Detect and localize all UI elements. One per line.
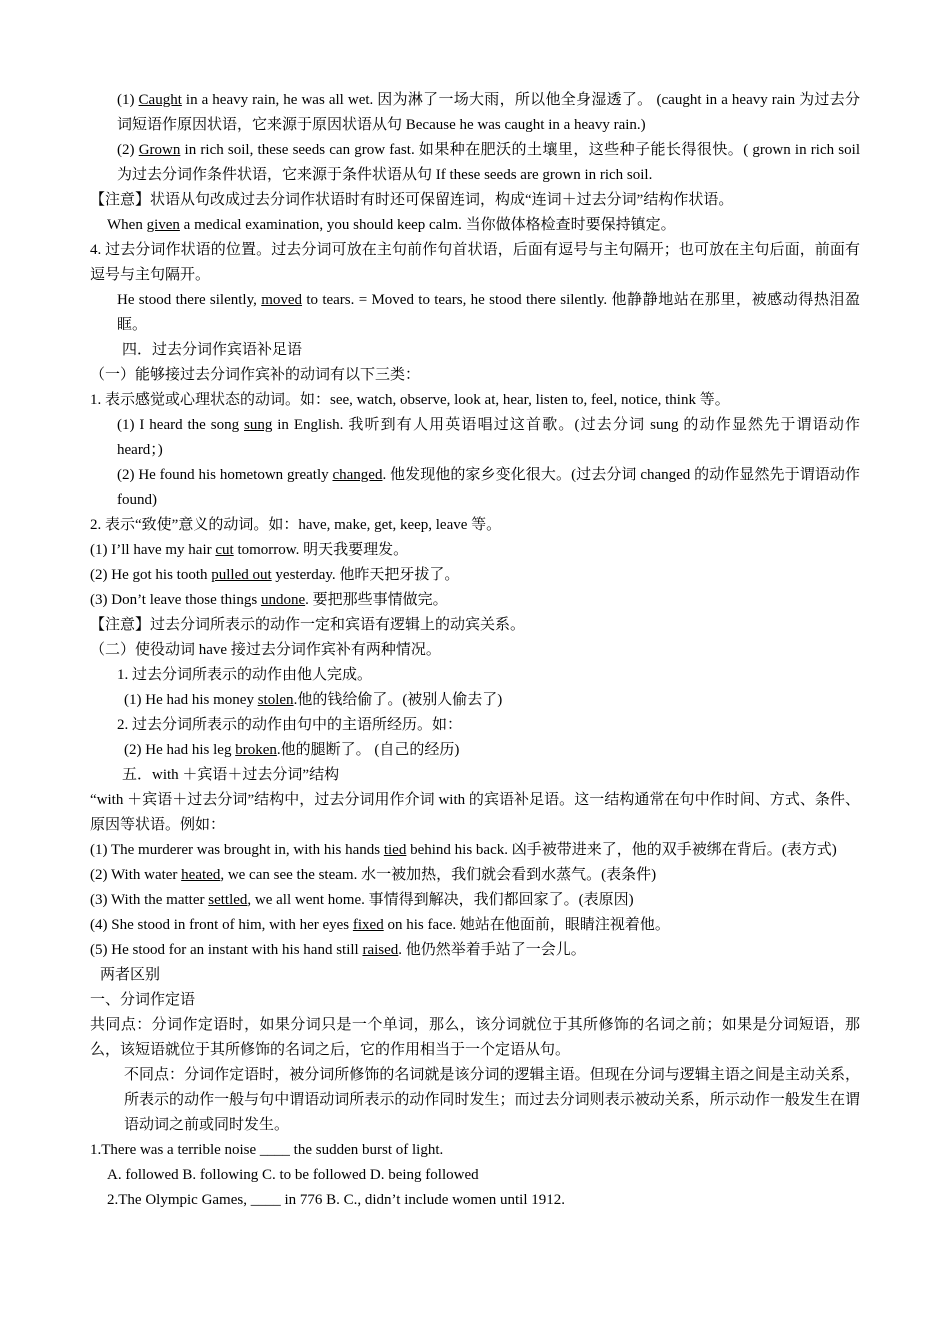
text-run: (2) With water [90,867,182,883]
text-line [90,638,860,663]
text-line [90,188,860,213]
text-run: (1) The murderer was brought in, with his hands [90,842,384,858]
text-run: 五．with ＋宾语＋过去分词”结构 [122,767,340,783]
document-body [90,88,860,1213]
underlined-participle: Caught [138,92,182,108]
text-run: . 要把那些事情做完。 [305,592,448,608]
text-run: 不同点：分词作定语时，被分词所修饰的名词就是该分词的逻辑主语。但现在分词与逻辑主语之间是主动关系，所表示的动作一般与句中谓语动词所表示的动作同时发生；而过去分词则表示被动关系，所示动作一般发生在谓语动词之前或同时发生。 [124,1067,860,1133]
text-run: He stood there silently, [117,292,262,308]
text-line [90,1163,860,1188]
text-line [90,938,860,963]
text-line [90,988,860,1013]
text-run: (1) He had his money [124,692,258,708]
text-line [90,738,860,763]
text-line [90,1063,860,1138]
text-line [90,513,860,538]
text-line [90,138,860,188]
text-run: (1) I’ll have my hair [90,542,216,558]
text-run: (5) He stood for an instant with his hand still [90,942,363,958]
text-run: 1.There was a terrible noise ____ the sudden burst of light. [90,1142,444,1158]
text-line [90,338,860,363]
text-run: .他的钱给偷了。(被别人偷去了) [293,692,503,708]
text-line [90,663,860,688]
text-run: yesterday. 他昨天把牙拔了。 [271,567,460,583]
text-run: “with ＋宾语＋过去分词”结构中，过去分词用作介词 with 的宾语补足语。这一结构通常在句中作时间、方式、条件、原因等状语。例如： [90,792,860,833]
text-run: 共同点：分词作定语时，如果分词只是一个单词，那么，该分词就位于其所修饰的名词之前；如果是分词短语，那么，该短语就位于其所修饰的名词之后，它的作用相当于一个定语从句。 [90,1017,860,1058]
text-run: (3) With the matter [90,892,209,908]
text-run: When [107,217,147,233]
text-run: 四．过去分词作宾语补足语 [122,342,303,358]
underlined-participle: undone [260,592,306,608]
text-run: (2) [117,142,139,158]
text-run: in rich soil, these seeds can grow fast. 如果种在肥沃的土壤里，这些种子能长得很快。( grown in rich soil 为过去分词作条件状语，它来源于条件状语从句 If these seeds are grown in rich soil. [117,142,860,183]
text-line [90,213,860,238]
underlined-participle: settled [208,892,248,908]
text-line [90,463,860,513]
text-line [90,238,860,288]
text-run: 4. 过去分词作状语的位置。过去分词可放在主句前作句首状语，后面有逗号与主句隔开；也可放在主句后面，前面有逗号与主句隔开。 [90,242,860,283]
text-run: 2.The Olympic Games, ____ in 776 B. C., didn’t include women until 1912. [107,1192,566,1208]
text-line [90,388,860,413]
text-run: behind his back. 凶手被带进来了，他的双手被绑在背后。(表方式) [406,842,837,858]
underlined-participle: cut [215,542,234,558]
text-line [90,613,860,638]
text-line [90,713,860,738]
text-run: , we can see the steam. 水一被加热，我们就会看到水蒸气。(表条件) [220,867,657,883]
underlined-participle: stolen [257,692,294,708]
text-run: 【注意】过去分词所表示的动作一定和宾语有逻辑上的动宾关系。 [90,617,526,633]
text-line [90,788,860,838]
text-run: (2) He found his hometown greatly [117,467,333,483]
text-run: （一）能够接过去分词作宾补的动词有以下三类： [90,367,421,383]
text-run: (2) He had his leg [124,742,236,758]
underlined-participle: moved [261,292,303,308]
text-run: (1) I heard the song [117,417,244,433]
text-line [90,538,860,563]
text-run: 1. 过去分词所表示的动作由他人完成。 [117,667,373,683]
underlined-participle: pulled out [211,567,272,583]
text-line [90,1188,860,1213]
text-run: .他的腿断了。 (自己的经历) [276,742,460,758]
text-run: (3) Don’t leave those things [90,592,261,608]
text-line [90,413,860,463]
text-run: . 他仍然举着手站了一会儿。 [398,942,586,958]
underlined-participle: changed [332,467,383,483]
text-run: on his face. 她站在他面前，眼睛注视着他。 [383,917,670,933]
text-run: 【注意】状语从句改成过去分词作状语时有时还可保留连词，构成“连词＋过去分词”结构作状语。 [90,192,734,208]
text-run: (4) She stood in front of him, with her eyes [90,917,353,933]
text-line [90,288,860,338]
underlined-participle: heated [181,867,221,883]
text-run: 一、分词作定语 [90,992,196,1008]
text-line [90,863,860,888]
text-run: (2) He got his tooth [90,567,212,583]
text-run: A. followed B. following C. to be followed D. being followed [107,1167,479,1183]
underlined-participle: given [146,217,180,233]
text-run: 2. 过去分词所表示的动作由句中的主语所经历。如： [117,717,463,733]
text-run: , we all went home. 事情得到解决，我们都回家了。(表原因) [247,892,634,908]
underlined-participle: broken [235,742,277,758]
text-line [90,588,860,613]
underlined-participle: tied [383,842,407,858]
text-run: a medical examination, you should keep calm. 当你做体格检查时要保持镇定。 [179,217,676,233]
underlined-participle: sung [244,417,273,433]
text-line [90,963,860,988]
text-line [90,888,860,913]
text-line [90,1138,860,1163]
text-line [90,763,860,788]
underlined-participle: raised [362,942,399,958]
text-run: 两者区别 [100,967,161,983]
text-run: in a heavy rain, he was all wet. 因为淋了一场大雨，所以他全身湿透了。 (caught in a heavy rain 为过去分词短语作原因状语，它来源于原因状语从句 Because he was caught in a heavy rain.) [117,92,860,133]
text-run: (1) [117,92,139,108]
underlined-participle: fixed [352,917,384,933]
text-run: 1. 表示感觉或心理状态的动词。如：see, watch, observe, look at, hear, listen to, feel, notice, think 等。 [90,392,730,408]
text-run: . 他发现他的家乡变化很大。(过去分词 changed 的动作显然先于谓语动作 found) [117,467,860,508]
text-line [90,563,860,588]
text-line [90,913,860,938]
text-line [90,88,860,138]
text-line [90,1013,860,1063]
text-run: 2. 表示“致使”意义的动词。如：have, make, get, keep, leave 等。 [90,517,502,533]
text-run: tomorrow. 明天我要理发。 [233,542,409,558]
text-line [90,688,860,713]
text-line [90,363,860,388]
text-run: to tears. = Moved to tears, he stood there silently. 他静静地站在那里，被感动得热泪盈眶。 [117,292,860,333]
text-run: （二）使役动词 have 接过去分词作宾补有两种情况。 [90,642,441,658]
text-line [90,838,860,863]
text-run: in English. 我听到有人用英语唱过这首歌。(过去分词 sung 的动作显然先于谓语动作 heard；) [117,417,860,458]
underlined-participle: Grown [138,142,181,158]
